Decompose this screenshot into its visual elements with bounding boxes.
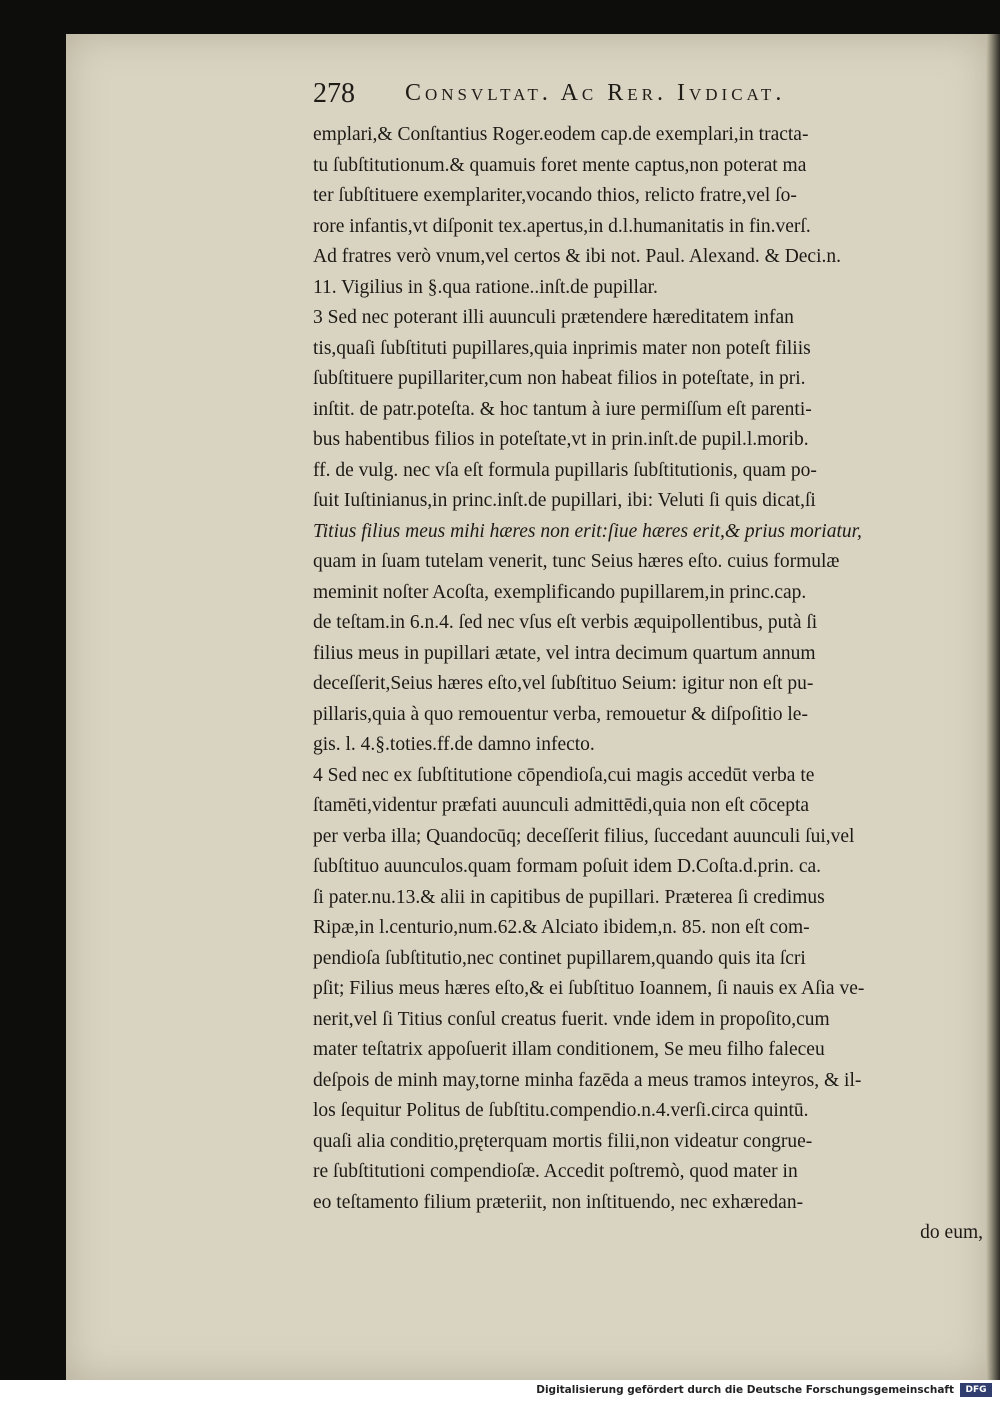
text-line: Titius filius meus mihi hæres non erit:ſiue hæres erit,& prius moriatur, xyxy=(313,520,862,542)
text-line: Ad fratres verò vnum,vel certos & ibi not. Paul. Alexand. & Deci.n. xyxy=(313,246,842,267)
text-line: ſubſtituere pupillariter,cum non habeat filios in poteſtate, in pri. xyxy=(313,368,806,389)
page-number: 278 xyxy=(313,78,355,109)
text-line: pendioſa ſubſtitutio,nec continet pupillarem,quando quis ita ſcri xyxy=(313,947,806,969)
text-line: pillaris,quia à quo remouentur verba, remouetur & diſpoſitio le- xyxy=(313,703,808,725)
dfg-logo: DFG xyxy=(960,1383,992,1397)
text-line: Ripæ,in l.centurio,num.62.& Alciato ibidem,n. 85. non eſt com- xyxy=(313,917,810,938)
text-line: 4 Sed nec ex ſubſtitutione cōpendioſa,cui magis accedūt verba te xyxy=(313,764,815,786)
text-line: nerit,vel ſi Titius conſul creatus fuerit. vnde idem in propoſito,cum xyxy=(313,1008,830,1030)
running-head: Consvltat. Ac Rer. Ivdicat. xyxy=(405,80,786,106)
text-line: bus habentibus filios in poteſtate,vt in prin.inſt.de pupil.l.morib. xyxy=(313,429,809,450)
funding-credit: Digitalisierung gefördert durch die Deutsche Forschungsgemeinschaft xyxy=(536,1384,954,1396)
text-line: tis,quaſi ſubſtituti pupillares,quia inprimis mater non poteſt filiis xyxy=(313,337,811,359)
text-line: 11. Vigilius in §.qua ratione..inſt.de pupillar. xyxy=(313,276,658,298)
text-line: ſtamēti,videntur præfati auunculi admittēdi,quia non eſt cōcepta xyxy=(313,795,810,816)
text-line: rore infantis,vt diſponit tex.apertus,in d.l.humanitatis in fin.verſ. xyxy=(313,215,811,237)
text-line: 3 Sed nec poterant illi auunculi prætendere hæreditatem infan xyxy=(313,307,794,328)
text-line: gis. l. 4.§.toties.ff.de damno infecto. xyxy=(313,734,595,755)
text-line: ff. de vulg. nec vſa eſt formula pupillaris ſubſtitutionis, quam po- xyxy=(313,459,817,481)
text-line: per verba illa; Quandocūq; deceſſerit filius, ſuccedant auunculi ſui,vel xyxy=(313,825,855,847)
text-line: re ſubſtitutioni compendioſæ. Accedit poſtremò, quod mater in xyxy=(313,1161,798,1182)
page-header xyxy=(313,78,983,118)
text-line: de teſtam.in 6.n.4. ſed nec vſus eſt verbis æquipollentibus, putà ſi xyxy=(313,612,818,633)
text-line: meminit noſter Acoſta, exemplificando pupillarem,in princ.cap. xyxy=(313,581,807,603)
page-gutter-edge xyxy=(986,34,1000,1380)
text-line: los ſequitur Politus de ſubſtitu.compendio.n.4.verſi.circa quintū. xyxy=(313,1100,809,1121)
text-line: deceſſerit,Seius hæres eſto,vel ſubſtituo Seium: igitur non eſt pu- xyxy=(313,673,814,694)
text-line: eo teſtamento filium præteriit, non inſtituendo, nec exhæredan- xyxy=(313,1191,804,1213)
digitization-footer xyxy=(0,1380,1000,1401)
text-line: quam in ſuam tutelam venerit, tunc Seius hæres eſto. cuius formulæ xyxy=(313,551,840,572)
text-line: pſit; Filius meus hæres eſto,& ei ſubſtituo Ioannem, ſi nauis ex Aſia ve- xyxy=(313,978,865,999)
text-line: ſuit Iuſtinianus,in princ.inſt.de pupillari, ibi: Veluti ſi quis dicat,ſi xyxy=(313,490,816,511)
body-text xyxy=(313,120,983,1249)
text-line: ſi pater.nu.13.& alii in capitibus de pupillari. Præterea ſi credimus xyxy=(313,886,825,908)
text-line: ſubſtituo auunculos.quam formam poſuit idem D.Coſta.d.prin. ca. xyxy=(313,856,821,877)
text-line: ter ſubſtituere exemplariter,vocando thios, relicto fratre,vel ſo- xyxy=(313,185,797,206)
text-line: tu ſubſtitutionum.& quamuis foret mente captus,non poterat ma xyxy=(313,154,807,176)
catchword-line: do eum, xyxy=(920,1222,983,1243)
text-line: deſpois de minh may,torne minha fazēda a meus tramos inteyros, & il- xyxy=(313,1069,862,1091)
text-line: filius meus in pupillari ætate, vel intra decimum quartum annum xyxy=(313,642,816,664)
text-line: inſtit. de patr.poteſta. & hoc tantum à iure permiſſum eſt parenti- xyxy=(313,398,812,420)
text-line: emplari,& Conſtantius Roger.eodem cap.de exemplari,in tracta- xyxy=(313,124,809,145)
text-line: mater teſtatrix appoſuerit illam conditionem, Se meu filho faleceu xyxy=(313,1039,825,1060)
text-line: quaſi alia conditio,pręterquam mortis filii,non videatur congrue- xyxy=(313,1130,813,1152)
